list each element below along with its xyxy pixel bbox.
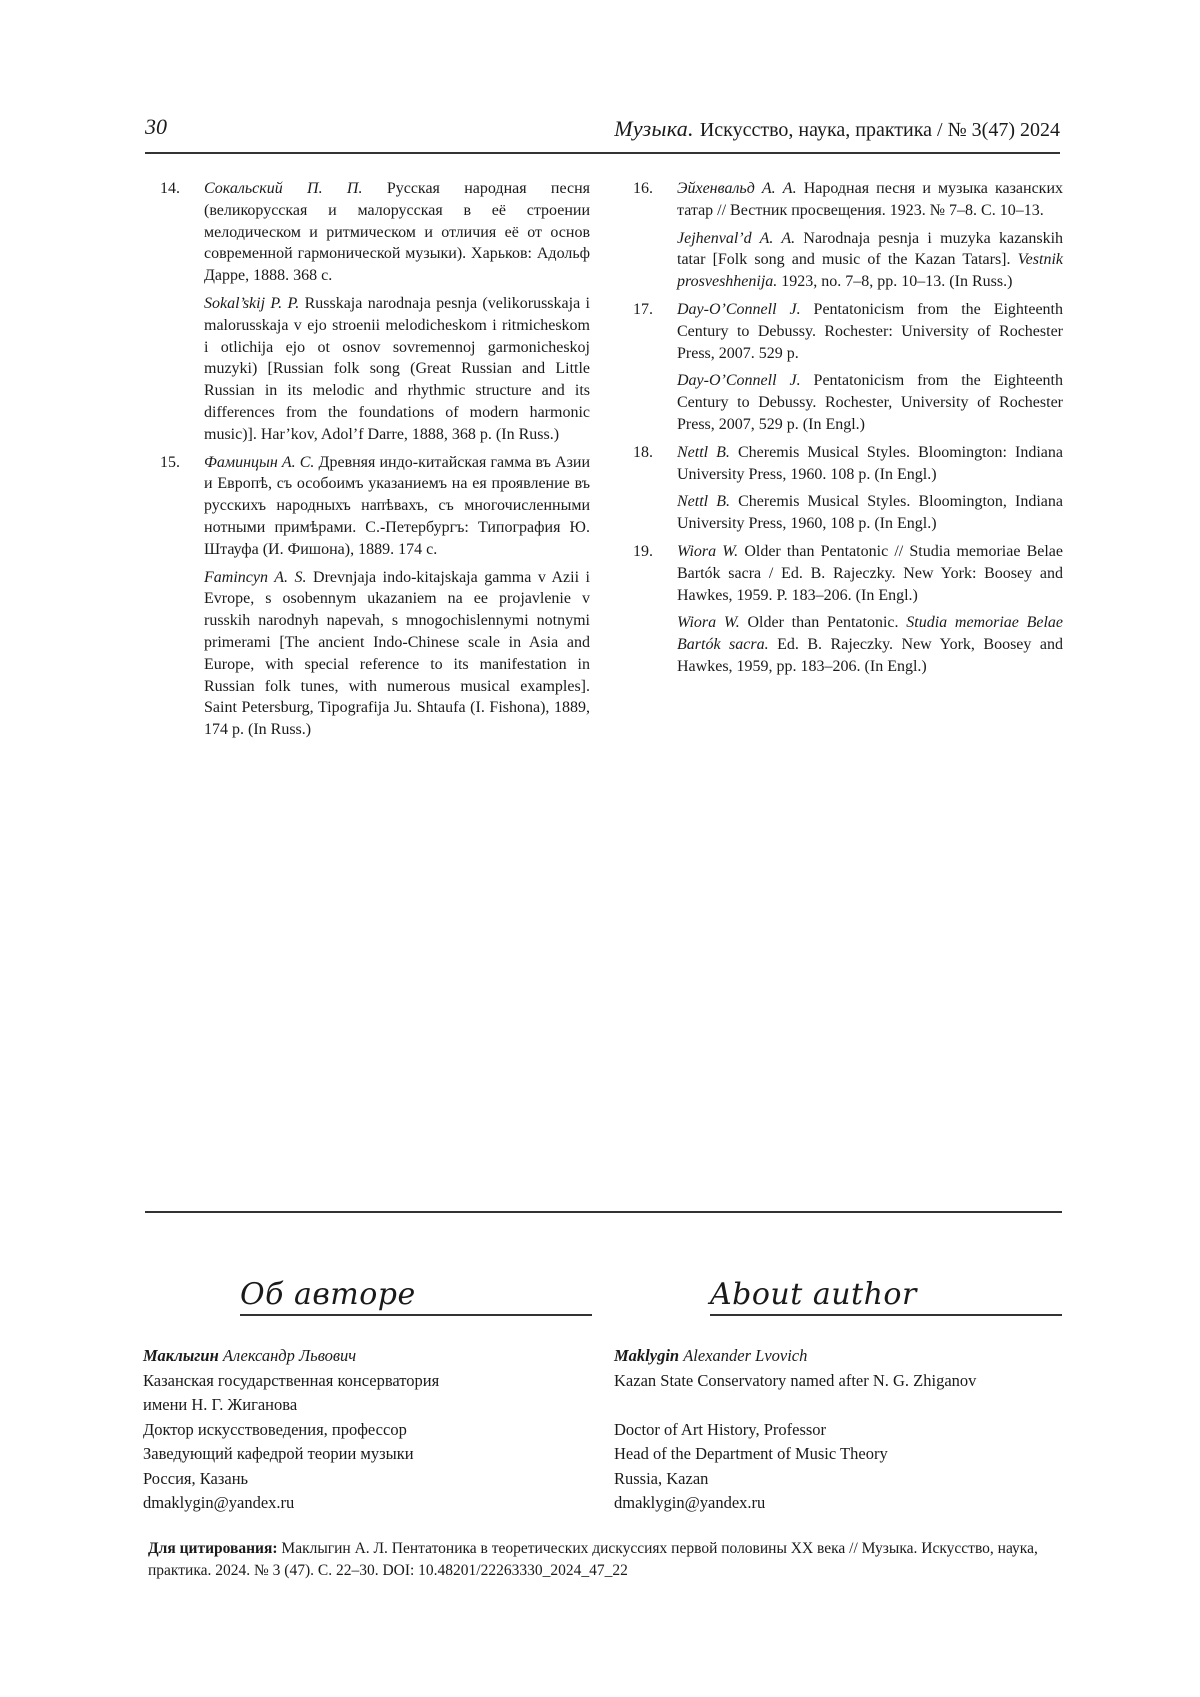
reference-item (633, 178, 1063, 293)
reference-item (160, 452, 590, 741)
reference-text: Cheremis Musical Styles. Bloomington, Indiana University Press, 1960, 108 p. (In Engl.) (677, 493, 1063, 533)
reference-transliteration (204, 293, 590, 446)
author-position: Заведующий кафедрой теории музыки (143, 1444, 414, 1463)
journal-brand: Музыка. (614, 116, 694, 141)
reference-number: 17. (633, 300, 653, 318)
reference-transliteration (677, 370, 1063, 435)
author-degree: Доктор искусствоведения, профессор (143, 1419, 407, 1439)
reference-text: Russkaja narodnaja pesnja (velikorusskaja i malorusskaja v ejo stroenii melodicheskom i ritmicheskom i otlichija ejo ot osnov sovremennoj garmonicheskoj muzyki) [Russian folk song (Great Russian and Little Russian in its melodic and rhythmic structure and its differences from the foundations of modern harmonic music)]. Har’kov, Adol’f Darre, 1888, 368 p. (In Russ.) (204, 294, 590, 443)
reference-original (204, 178, 590, 287)
author-position: Head of the Department of Music Theory (614, 1444, 888, 1463)
reference-text: Pentatonicism from the Eighteenth Century to Debussy. Rochester, University of Rochester Press, 2007, 529 p. (In Engl.) (677, 372, 1064, 433)
reference-text: Pentatonicism from the Eighteenth Century to Debussy. Rochester: University of Rochester Press, 2007. 529 p. (677, 300, 1064, 362)
reference-text: Народная песня и музыка казанских татар // Вестник просвещения. 1923. № 7–8. С. 10–13. (677, 180, 1064, 219)
about-author-title-en: About author (710, 1277, 917, 1312)
reference-author: Wiora W. (677, 542, 739, 560)
reference-text: Древняя индо-китайская гамма въ Азии и Европѣ, съ особоимъ указаниемъ на ея проявление въ русскихъ народныхъ напѣвахъ, съ многочисленными нотными примѣрами. С.-Петербургъ: Типография Ю. Штауфа (И. Фишона), 1889. 174 с. (204, 453, 591, 558)
reference-text: Narodnaja pesnja i muzyka kazanskih tatar [Folk song and music of the Kazan Tatars]. (677, 229, 1064, 269)
reference-original (677, 442, 1063, 486)
author-name (143, 1344, 593, 1369)
about-title-underline (710, 1314, 1062, 1316)
author-email: dmaklygin@yandex.ru (143, 1493, 295, 1512)
reference-original (677, 178, 1063, 222)
reference-number: 19. (633, 542, 653, 560)
reference-transliteration (677, 491, 1063, 535)
reference-transliteration (204, 567, 590, 741)
reference-text: Drevnjaja indo-kitajskaja gamma v Azii i Evrope, s osobennym ukazaniem na ee projavlenie v russkih narodnyh napevah, s mnogochislennymi notnymi primerami [The ancient Indo-Chinese scale in Asia and Europe, with special reference to its manifestation in Russian folk tunes, with numerous musical examples]. Saint Petersburg, Tipografija Ju. Shtaufa (I. Fishona), 1889, 174 p. (In Russ.) (204, 568, 590, 739)
author-surname: Maklygin (614, 1346, 680, 1365)
reference-item (160, 178, 590, 446)
citation-text: Маклыгин А. Л. Пентатоника в теоретических дискуссиях первой половины XX века // Музыка. Искусство, наука, практика. 2024. № 3 (47). С. 22–30. DOI: 10.48201/22263330_2024_47_22 (148, 1540, 1038, 1579)
reference-author: Сокальский П. П. (204, 180, 363, 197)
citation-label: Для цитирования: (148, 1540, 278, 1557)
reference-journal: Studia memoriae Belae Bartók sacra. (677, 614, 1064, 654)
reference-text: Cheremis Musical Styles. Bloomington: Indiana University Press, 1960. 108 p. (In Engl.) (677, 443, 1064, 483)
reference-tail: Ed. B. Rajeczky. New York, Boosey and Hawkes, 1959, pp. 183–206. (In Engl.) (677, 636, 1064, 675)
author-given-name: Alexander Lvovich (683, 1346, 808, 1365)
reference-author: Day-O’Connell J. (677, 372, 801, 390)
reference-number: 16. (633, 180, 653, 197)
reference-item (633, 442, 1063, 535)
reference-original (204, 452, 590, 561)
reference-author: Фаминцын А. С. (204, 453, 315, 471)
reference-transliteration (677, 228, 1063, 293)
reference-author: Jejhenval’d A. A. (677, 229, 796, 247)
journal-title (614, 116, 1060, 142)
page-header (145, 112, 1060, 154)
reference-author: Nettl B. (677, 493, 730, 511)
citation-block (148, 1538, 1063, 1582)
reference-item (633, 541, 1063, 678)
references-left-column (160, 178, 590, 747)
reference-original (677, 541, 1063, 606)
author-surname: Маклыгин (143, 1346, 219, 1365)
reference-text: Older than Pentatonic. (747, 614, 899, 632)
reference-number: 18. (633, 443, 653, 461)
reference-text: Русская народная песня (великорусская и малорусская в её строении мелодическом и ритмическом и отличия её от основ современной гармонической музыки). Харьков: Адольф Дарре, 1888. 368 с. (204, 180, 591, 285)
reference-text: Older than Pentatonic // Studia memoriae Belae Bartók sacra / Ed. B. Rajeczky. New York: Boosey and Hawkes, 1959. P. 183–206. (In Engl.) (677, 542, 1064, 604)
journal-issue: Искусство, наука, практика / № 3(47) 2024 (699, 119, 1060, 141)
author-name (614, 1344, 1064, 1369)
references-right-column (633, 178, 1063, 684)
author-affiliation: Казанская государственная консерватория (143, 1370, 440, 1390)
author-location: Россия, Казань (143, 1468, 249, 1488)
page-number: 30 (145, 114, 167, 139)
about-author-title-ru: Об авторе (240, 1277, 416, 1312)
reference-author: Famincyn A. S. (204, 568, 307, 586)
author-affiliation: Kazan State Conservatory named after N. G. Zhiganov (614, 1370, 977, 1390)
reference-author: Day-O’Connell J. (677, 300, 801, 318)
reference-number: 14. (160, 180, 180, 197)
reference-tail: 1923, no. 7–8, pp. 10–13. (In Russ.) (781, 273, 1013, 291)
author-degree: Doctor of Art History, Professor (614, 1419, 827, 1439)
author-given-name: Александр Львович (222, 1346, 357, 1365)
author-email: dmaklygin@yandex.ru (614, 1493, 766, 1512)
author-info-ru (143, 1344, 593, 1516)
reference-author: Wiora W. (677, 614, 740, 632)
reference-author: Nettl B. (677, 443, 730, 461)
reference-author: Sokal’skij P. P. (204, 294, 300, 312)
reference-item (633, 299, 1063, 436)
author-spacer (614, 1393, 1064, 1418)
about-title-underline (240, 1314, 592, 1316)
author-info-en (614, 1344, 1064, 1516)
author-affiliation: имени Н. Г. Жиганова (143, 1395, 298, 1414)
reference-original (677, 299, 1063, 364)
author-location: Russia, Kazan (614, 1468, 709, 1488)
section-divider (145, 1211, 1062, 1213)
reference-transliteration (677, 612, 1063, 677)
reference-journal: Vestnik prosveshhenija. (677, 251, 1063, 291)
reference-author: Эйхенвальд А. А. (677, 180, 797, 197)
reference-number: 15. (160, 453, 180, 471)
